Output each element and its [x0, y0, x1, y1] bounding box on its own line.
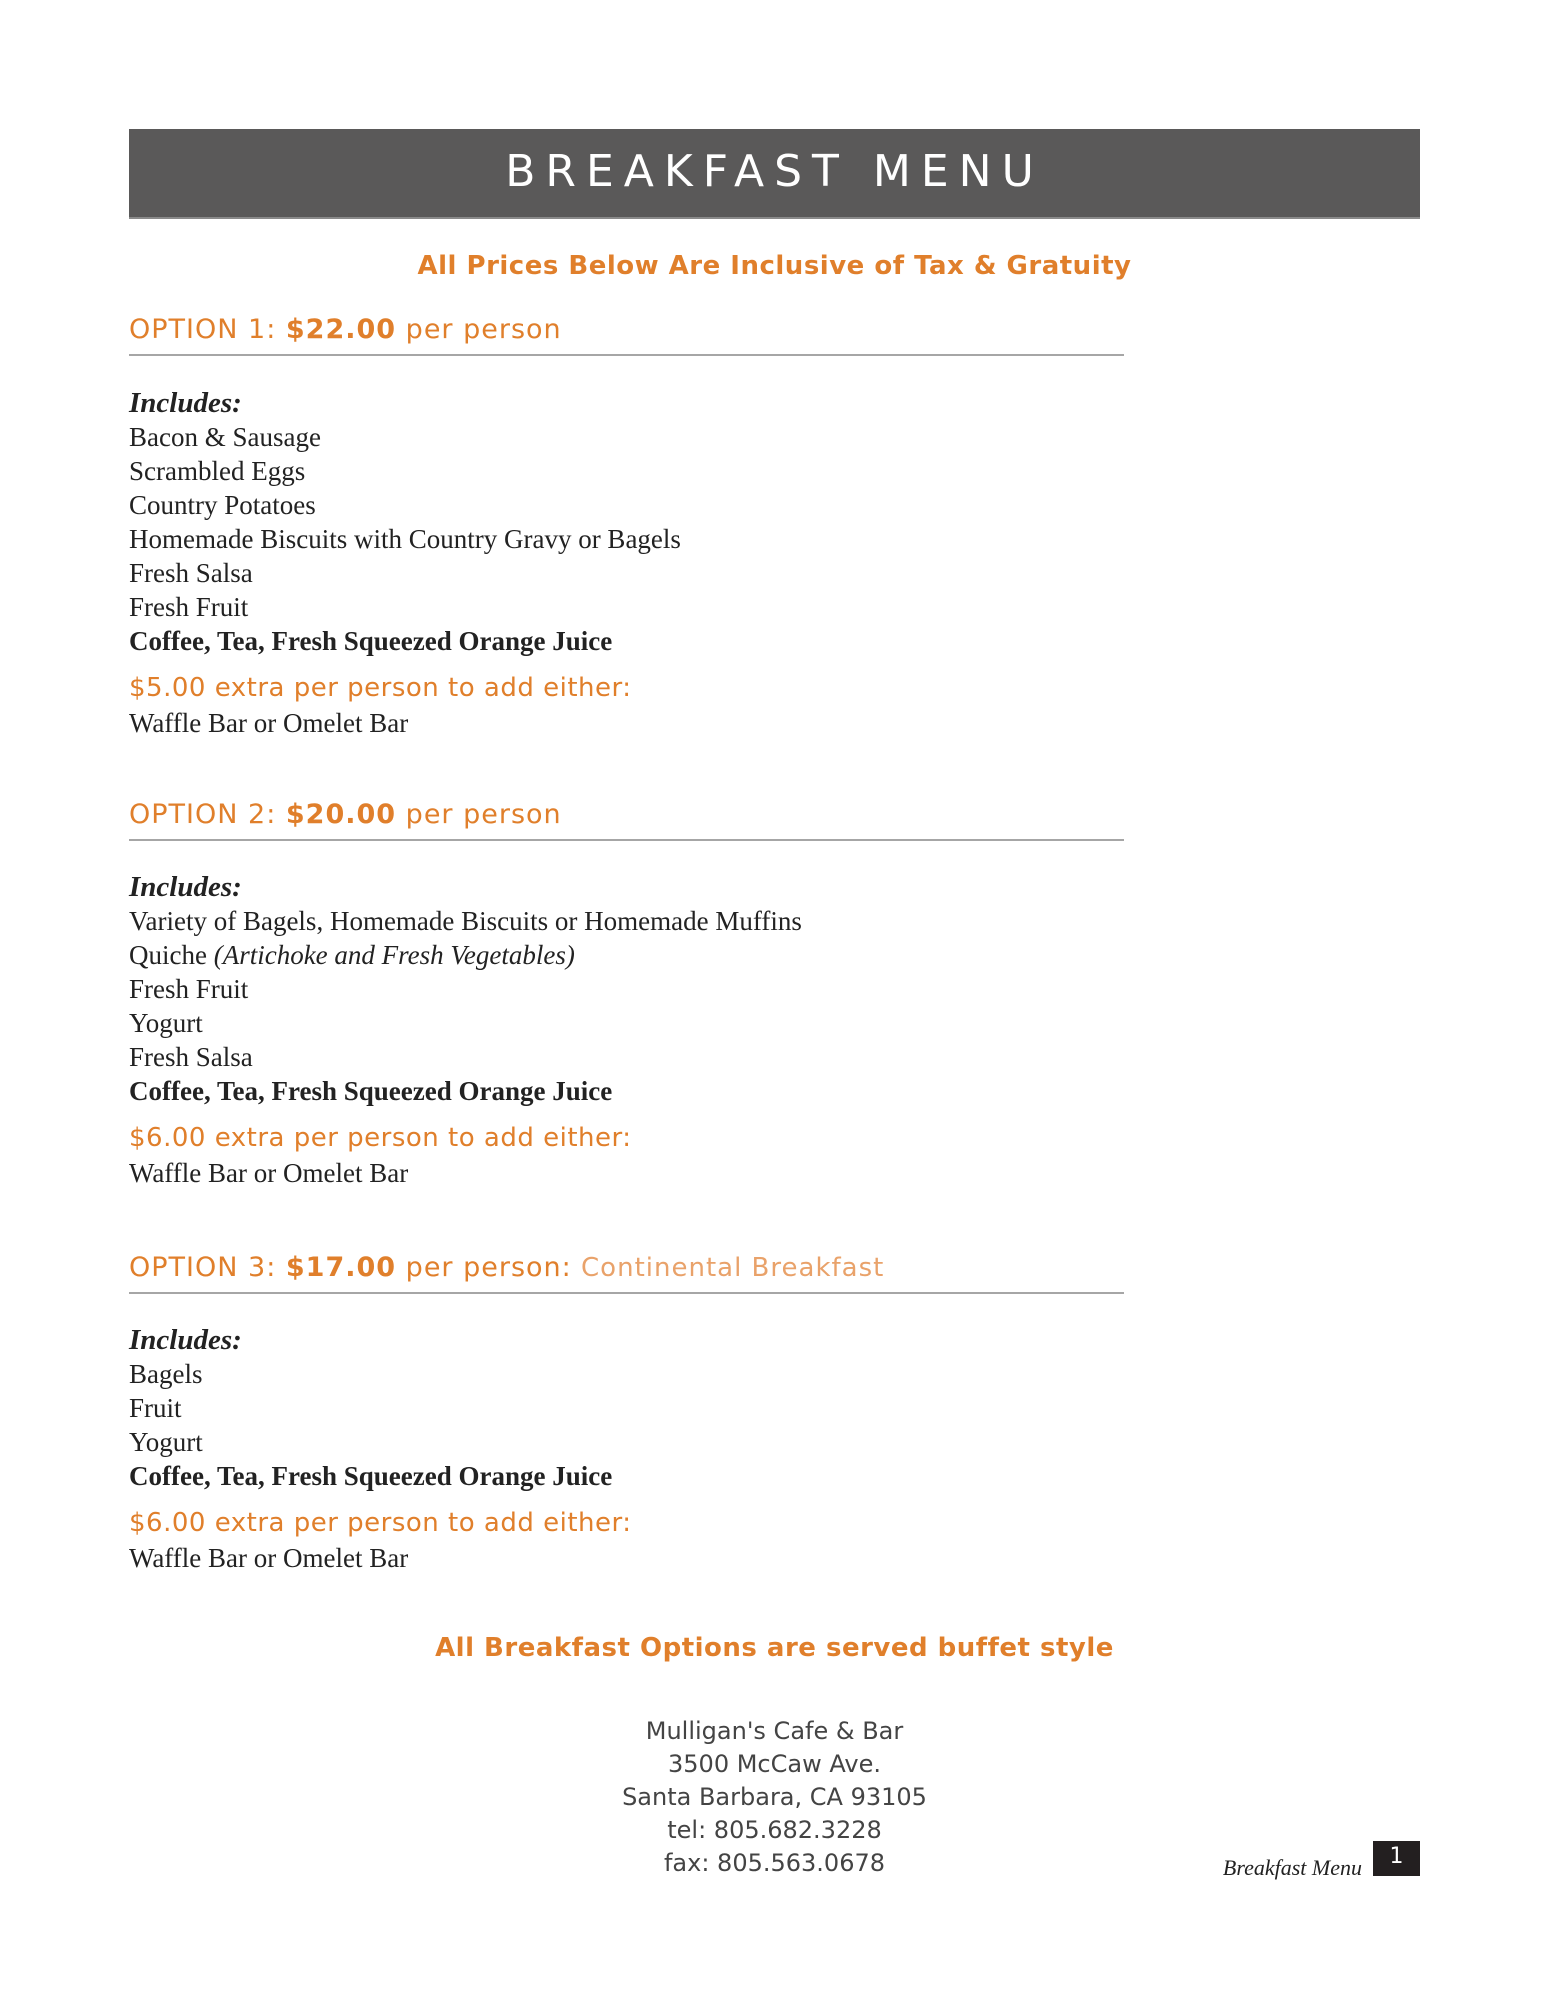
option-2-details — [129, 870, 1129, 1190]
includes-label: Includes: — [129, 1324, 242, 1356]
option-price: $17.00 — [285, 1252, 397, 1283]
extra-label: $6.00 extra per person to add either: — [129, 1123, 632, 1153]
option-label: OPTION 2: — [129, 799, 286, 830]
buffet-note: All Breakfast Options are served buffet style — [435, 1633, 1114, 1663]
option-subtitle: Continental Breakfast — [571, 1253, 885, 1283]
option-per: per person — [396, 799, 562, 830]
option-3-details — [129, 1323, 1129, 1575]
includes-label: Includes: — [129, 387, 242, 419]
menu-item: Fresh Salsa — [129, 1042, 253, 1072]
menu-item: Fresh Salsa — [129, 558, 253, 588]
option-price: $22.00 — [285, 314, 397, 345]
menu-item: Fresh Fruit — [129, 974, 249, 1004]
option-2-heading — [129, 795, 1124, 841]
restaurant-name: Mulligan's Cafe & Bar — [645, 1717, 904, 1745]
menu-item: Scrambled Eggs — [129, 456, 306, 486]
extra-label: $6.00 extra per person to add either: — [129, 1508, 632, 1538]
option-1-heading — [129, 310, 1124, 356]
menu-item: Bacon & Sausage — [129, 422, 321, 452]
telephone: tel: 805.682.3228 — [667, 1816, 882, 1844]
quiche-note: (Artichoke and Fresh Vegetables) — [213, 940, 575, 970]
menu-item: Homemade Biscuits with Country Gravy or Bagels — [129, 524, 681, 554]
page-title: BREAKFAST MENU — [505, 146, 1044, 197]
drinks-item: Coffee, Tea, Fresh Squeezed Orange Juice — [129, 626, 613, 656]
option-label: OPTION 1: — [129, 314, 286, 345]
menu-item — [129, 938, 1129, 972]
option-per: per person: — [396, 1252, 572, 1283]
page-number: 1 — [1373, 1841, 1420, 1876]
quiche-label: Quiche — [129, 940, 207, 970]
includes-label: Includes: — [129, 871, 242, 903]
prices-note: All Prices Below Are Inclusive of Tax & Gratuity — [417, 251, 1132, 281]
extra-value: Waffle Bar or Omelet Bar — [129, 708, 409, 738]
city-state-zip: Santa Barbara, CA 93105 — [622, 1783, 927, 1811]
menu-item: Bagels — [129, 1359, 203, 1389]
menu-item: Variety of Bagels, Homemade Biscuits or Homemade Muffins — [129, 906, 802, 936]
option-1-details — [129, 386, 1129, 740]
fax: fax: 805.563.0678 — [663, 1849, 886, 1877]
extra-value: Waffle Bar or Omelet Bar — [129, 1543, 409, 1573]
menu-item: Fruit — [129, 1393, 182, 1423]
drinks-item: Coffee, Tea, Fresh Squeezed Orange Juice — [129, 1461, 613, 1491]
extra-value: Waffle Bar or Omelet Bar — [129, 1158, 409, 1188]
header-bar — [129, 129, 1420, 219]
option-per: per person — [396, 314, 562, 345]
drinks-item: Coffee, Tea, Fresh Squeezed Orange Juice — [129, 1076, 613, 1106]
footer-label: Breakfast Menu — [1222, 1855, 1362, 1880]
option-label: OPTION 3: — [129, 1252, 286, 1283]
menu-item: Yogurt — [129, 1008, 203, 1038]
extra-label: $5.00 extra per person to add either: — [129, 673, 632, 703]
menu-item: Yogurt — [129, 1427, 203, 1457]
option-price: $20.00 — [285, 799, 397, 830]
menu-item: Country Potatoes — [129, 490, 316, 520]
menu-item: Fresh Fruit — [129, 592, 249, 622]
street-address: 3500 McCaw Ave. — [668, 1750, 881, 1778]
option-3-heading — [129, 1248, 1124, 1294]
